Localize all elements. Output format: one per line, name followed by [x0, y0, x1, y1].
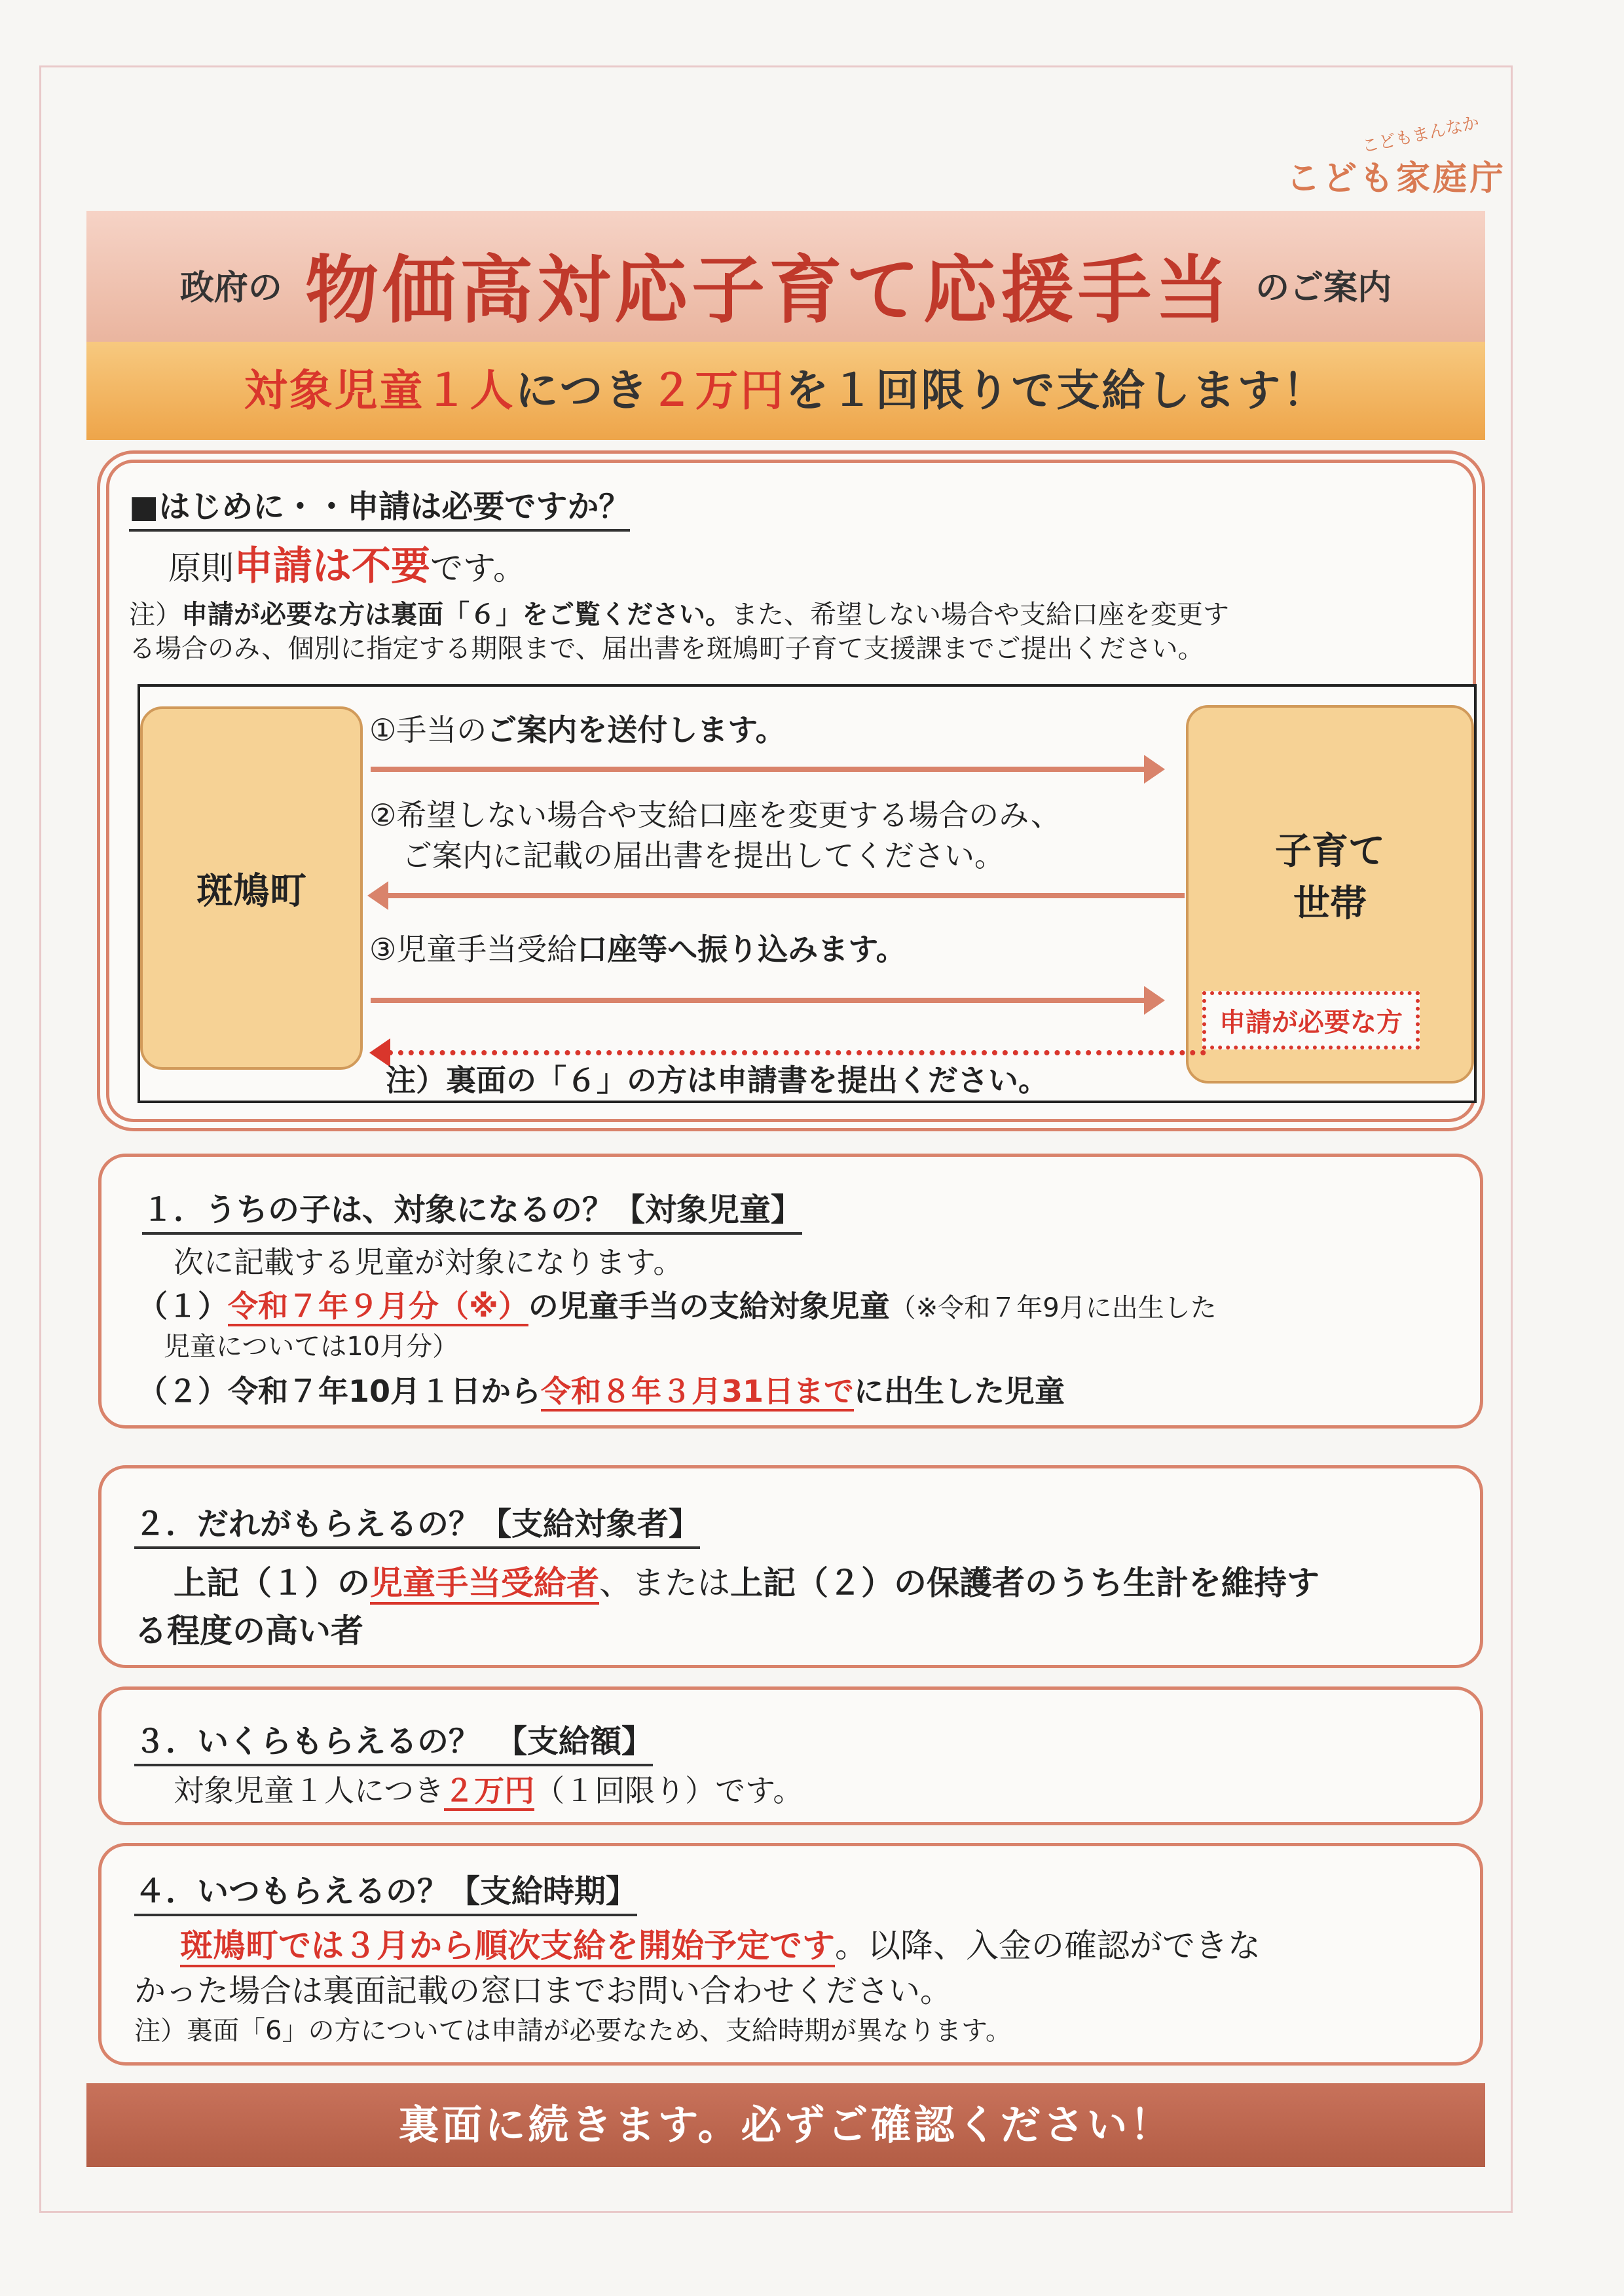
apply-required-tag: 申請が必要な方: [1202, 991, 1420, 1049]
step-1-arrow: [371, 767, 1147, 772]
title-row: [86, 232, 1485, 337]
subtitle: [244, 365, 1328, 416]
intro-heading: ■はじめに・・申請は必要ですか？: [129, 481, 630, 532]
step-2-arrow: [386, 893, 1185, 898]
subtitle-part: ２万円: [650, 365, 786, 416]
town-node: 斑鳩町: [140, 706, 363, 1070]
s1-heading: １．うちの子は、対象になるの？【対象児童】: [142, 1184, 802, 1235]
intro-line-2: 注）申請が必要な方は裏面「６」をご覧ください。また、希望しない場合や支給口座を変更す: [129, 600, 1229, 630]
step-2-text-b: ご案内に記載の届出書を提出してください。: [402, 838, 1005, 873]
section-payment-timing: [98, 1843, 1483, 2066]
logo-name: こども家庭庁: [1285, 159, 1506, 198]
s4-line-1: 斑鳩町では３月から順次支給を開始予定です。以降、入金の確認ができな: [180, 1920, 1261, 1967]
title-prefix: 政府の: [179, 268, 282, 308]
agency-logo: [1285, 113, 1506, 200]
s4-line-3: 注）裏面「6」の方については申請が必要なため、支給時期が異なります。: [134, 2016, 1012, 2046]
s3-heading: ３．いくらもらえるの？ 【支給額】: [134, 1716, 653, 1766]
diagram-note: 注）裏面の「６」の方は申請書を提出ください。: [386, 1063, 1048, 1098]
logo-tagline: こどもまんなか: [1360, 113, 1481, 157]
section-eligible-children: [98, 1154, 1483, 1429]
title-suffix: のご案内: [1255, 268, 1392, 308]
subtitle-part: につき: [515, 365, 650, 416]
s2-line-1: 上記（１）の児童手当受給者、または上記（２）の保護者のうち生計を維持す: [174, 1557, 1320, 1604]
flow-diagram: [138, 684, 1477, 1103]
s2-heading: ２．だれがもらえるの？【支給対象者】: [134, 1499, 700, 1549]
s4-heading: ４．いつもらえるの？【支給時期】: [134, 1866, 637, 1916]
s4-line-2: かった場合は裏面記載の窓口までお問い合わせください。: [134, 1973, 952, 2009]
step-3-arrow: [371, 998, 1147, 1003]
step-1-text: ①手当のご案内を送付します。: [369, 712, 786, 748]
subtitle-band: [86, 342, 1485, 440]
intro-line-1: 原則申請は不要です。: [168, 543, 526, 589]
footer-band: [86, 2083, 1485, 2167]
section-amount: [98, 1686, 1483, 1825]
subtitle-part: を１回限りで支給します！: [785, 365, 1328, 416]
s1-line-3: 児童については10月分）: [164, 1332, 459, 1362]
footer-text: 裏面に続きます。必ずご確認ください！: [398, 2101, 1173, 2149]
page-title: 物価高対応子育て応援手当: [305, 248, 1232, 333]
household-node: 子育て 世帯: [1186, 705, 1474, 1084]
step-2-text-a: ②希望しない場合や支給口座を変更する場合のみ、: [369, 797, 1061, 833]
intro-line-3: る場合のみ、個別に指定する期限まで、届出書を斑鳩町子育て支援課までご提出ください。: [129, 634, 1204, 664]
s1-line-2: （１）令和７年９月分（※）の児童手当の支給対象児童（※令和７年9月に出生した: [138, 1283, 1217, 1326]
s2-line-2: る程度の高い者: [134, 1612, 363, 1650]
section-recipients: [98, 1465, 1483, 1668]
s1-line-4: （２）令和７年10月１日から令和８年３月31日までに出生した児童: [138, 1368, 1065, 1411]
title-band: [86, 211, 1485, 342]
s3-line-1: 対象児童１人につき２万円（１回限り）です。: [174, 1767, 803, 1810]
s1-line-1: 次に記載する児童が対象になります。: [174, 1245, 684, 1280]
step-3-text: ③児童手当受給口座等へ振り込みます。: [369, 932, 906, 967]
subtitle-part: 対象児童１人: [244, 365, 515, 416]
application-arrow: [388, 1050, 1206, 1055]
